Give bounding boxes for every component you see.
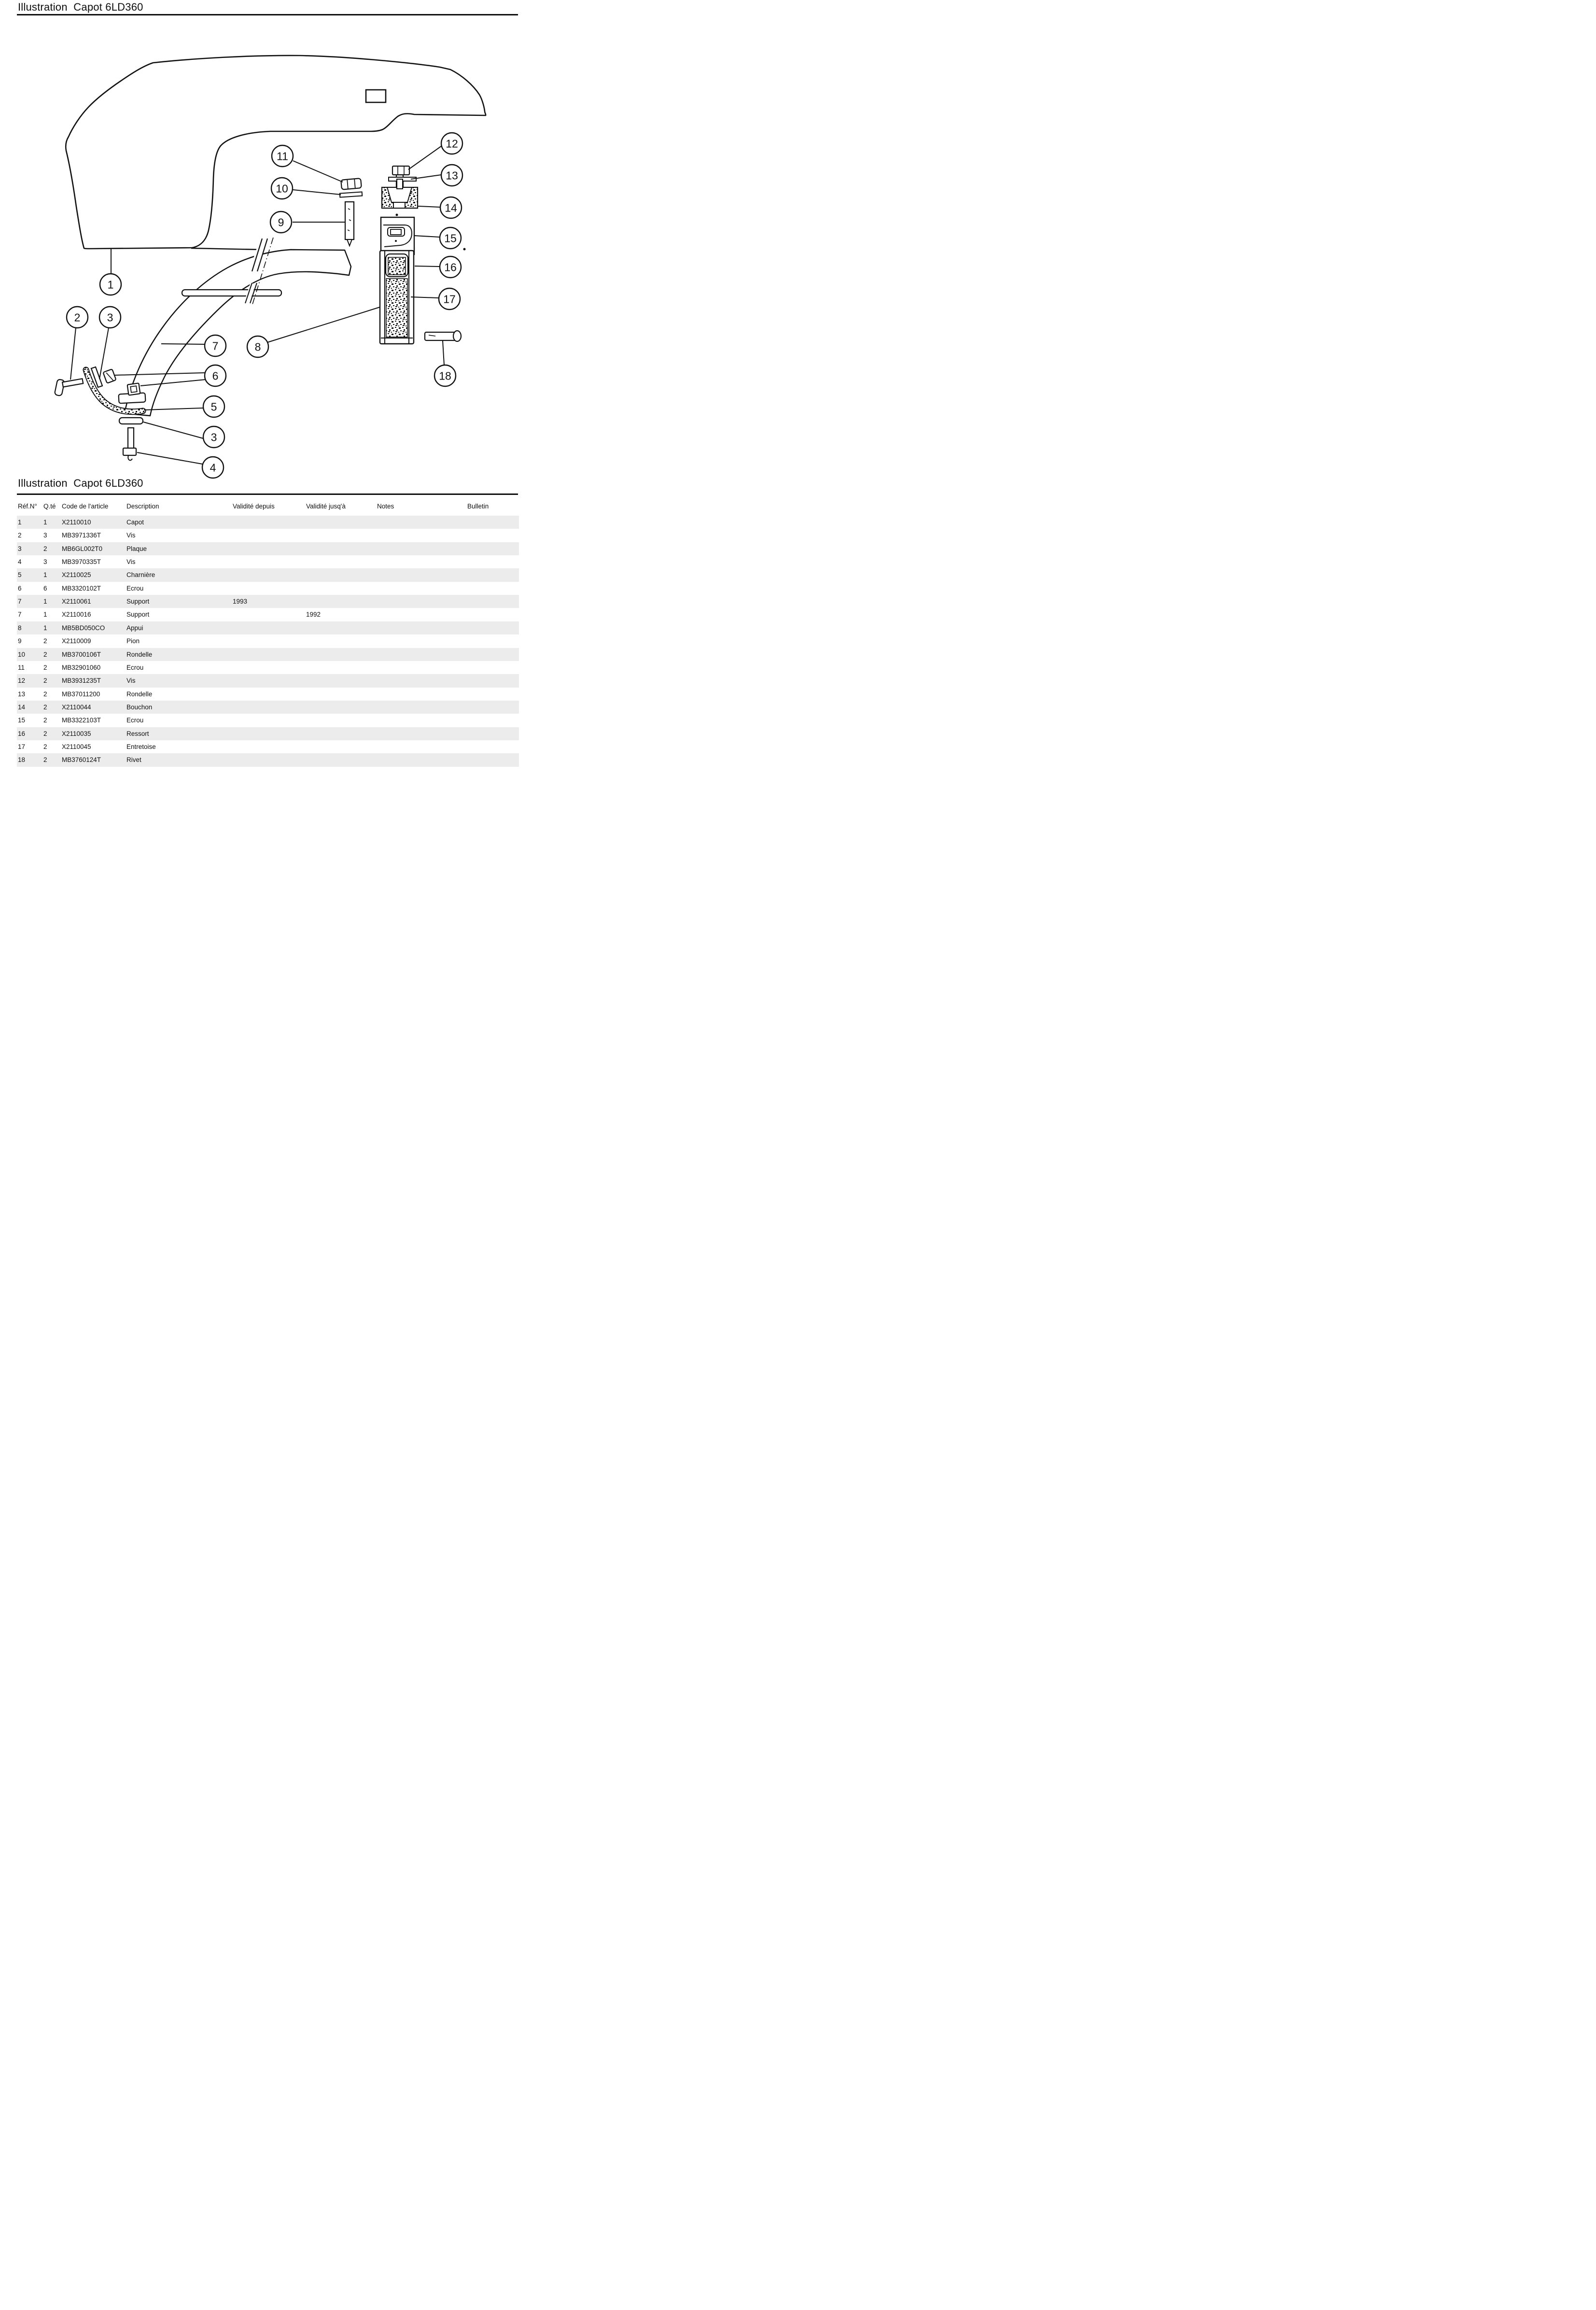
cell: 2 <box>43 663 47 671</box>
cell: X2110061 <box>62 598 91 606</box>
column-header-6: Notes <box>377 503 394 510</box>
cell: 14 <box>18 703 26 711</box>
cell: Rondelle <box>126 650 153 658</box>
svg-text:17: 17 <box>443 293 456 306</box>
cell: 1992 <box>306 611 321 619</box>
table-row <box>17 688 519 701</box>
svg-text:16: 16 <box>444 261 457 274</box>
callout-6 <box>205 365 226 386</box>
callout-4 <box>202 457 224 478</box>
svg-text:8: 8 <box>254 340 261 353</box>
table-row <box>17 753 519 766</box>
cell: 9 <box>18 637 22 645</box>
cell: 2 <box>43 650 47 658</box>
callout-3 <box>99 307 121 328</box>
bolt-2-shaft <box>62 379 83 387</box>
cell: 15 <box>18 717 26 724</box>
catalog-page <box>0 0 532 770</box>
hood-vent-rectangle <box>366 90 386 102</box>
table-divider <box>17 493 518 495</box>
hood-bottom-edge-line <box>191 248 263 250</box>
svg-text:11: 11 <box>277 150 288 163</box>
table-header <box>0 503 532 512</box>
cell: 8 <box>18 624 22 632</box>
column-header-5: Validité jusq'à <box>306 503 346 510</box>
table-row <box>17 595 519 608</box>
cell: 10 <box>18 650 26 658</box>
callout-2 <box>67 307 88 328</box>
svg-text:12: 12 <box>446 137 458 150</box>
callout-9 <box>270 211 292 233</box>
column-header-0: Réf.N° <box>18 503 37 510</box>
cell: X2110010 <box>62 519 91 526</box>
svg-text:15: 15 <box>444 232 457 245</box>
cell: MB3931235T <box>62 677 101 685</box>
leader-14 <box>418 206 440 207</box>
cell: X2110035 <box>62 730 91 737</box>
cell: 2 <box>43 730 47 737</box>
leader-15 <box>414 236 440 237</box>
cell: Ecrou <box>126 663 144 671</box>
table-row <box>17 661 519 674</box>
callout-7 <box>205 335 226 356</box>
cell: MB37011200 <box>62 690 100 698</box>
cell: Charnière <box>126 571 155 579</box>
cell: 1 <box>43 598 47 606</box>
callout-1 <box>100 274 121 295</box>
cell: Capot <box>126 519 144 526</box>
cell: X2110016 <box>62 611 91 619</box>
cell: 2 <box>43 690 47 698</box>
leader-12 <box>408 146 442 169</box>
period-dot-after-15 <box>463 248 466 251</box>
cell: Rivet <box>126 756 141 764</box>
leader-2 <box>70 328 76 380</box>
column-header-7: Bulletin <box>467 503 489 510</box>
callout-14 <box>440 197 462 218</box>
cell: MB3760124T <box>62 756 101 764</box>
cell: MB3970335T <box>62 558 101 566</box>
cell: 1 <box>18 519 22 526</box>
cell: Ressort <box>126 730 149 737</box>
table-row <box>17 714 519 727</box>
leader-11 <box>293 161 343 182</box>
table-row <box>17 727 519 740</box>
svg-text:18: 18 <box>439 369 451 382</box>
table-row <box>17 674 519 687</box>
cell: Ecrou <box>126 584 144 592</box>
callout-16 <box>440 256 461 278</box>
cell: 11 <box>18 663 25 671</box>
table-row <box>17 568 519 581</box>
table-row <box>17 582 519 595</box>
cell: 2 <box>43 677 47 685</box>
column-header-1: Q.té <box>43 503 56 510</box>
cell: MB6GL002T0 <box>62 545 103 552</box>
cell: 12 <box>18 677 26 685</box>
cell: MB5BD050CO <box>62 624 105 632</box>
svg-text:3: 3 <box>107 311 113 324</box>
column-header-2: Code de l'article <box>62 503 109 510</box>
column-header-4: Validité depuis <box>233 503 275 510</box>
support-arm <box>125 250 351 416</box>
cell: Vis <box>126 558 136 566</box>
cell: X2110044 <box>62 703 91 711</box>
callout-5 <box>203 396 224 417</box>
nut-11 <box>341 178 362 189</box>
svg-text:2: 2 <box>74 311 81 324</box>
callout-13 <box>441 165 462 186</box>
cell: Vis <box>126 677 136 685</box>
table-row <box>17 555 519 568</box>
cell: 1 <box>43 624 47 632</box>
washer-10 <box>340 192 362 197</box>
cell: Pion <box>126 637 140 645</box>
leader-10 <box>293 190 341 195</box>
cell: Support <box>126 598 150 606</box>
callout-17 <box>439 288 460 310</box>
cell: 2 <box>18 532 22 539</box>
table-row <box>17 529 519 542</box>
cell: 2 <box>43 717 47 724</box>
table-row <box>17 608 519 621</box>
long-rod <box>182 290 281 296</box>
page-title-bottom: Illustration Capot 6LD360 <box>18 477 143 489</box>
cell: 2 <box>43 703 47 711</box>
svg-text:6: 6 <box>212 369 219 382</box>
cell: 1 <box>43 519 47 526</box>
cell: 6 <box>18 584 22 592</box>
svg-text:7: 7 <box>212 339 219 352</box>
cell: 1 <box>43 611 47 619</box>
leader-17 <box>411 297 439 298</box>
cell: 2 <box>43 743 47 750</box>
cell: X2110025 <box>62 571 91 579</box>
rivet-18 <box>425 331 461 341</box>
bracket-15 <box>381 217 414 254</box>
svg-text:13: 13 <box>446 169 458 182</box>
table-row <box>17 701 519 714</box>
rubber-plug-14 <box>382 179 418 208</box>
cell: 7 <box>18 611 22 619</box>
callout-3 <box>203 426 224 448</box>
table-row <box>17 542 519 555</box>
leader-8 <box>267 307 380 342</box>
exploded-view-diagram <box>0 0 532 497</box>
cell: 16 <box>18 730 26 737</box>
table-row <box>17 634 519 648</box>
cell: 18 <box>18 756 26 764</box>
callout-10 <box>271 178 293 199</box>
cell: 2 <box>43 756 47 764</box>
leader-16 <box>415 266 440 267</box>
cell: 6 <box>43 584 47 592</box>
cell: Ecrou <box>126 717 144 724</box>
svg-text:3: 3 <box>210 431 217 444</box>
callout-15 <box>440 227 461 249</box>
callout-18 <box>434 365 456 386</box>
cell: Appui <box>126 624 143 632</box>
cell: 1 <box>43 571 47 579</box>
cell: MB3322103T <box>62 717 101 724</box>
svg-text:5: 5 <box>210 400 217 413</box>
cell: MB3971336T <box>62 532 101 539</box>
cell: 5 <box>18 571 22 579</box>
rod-3 <box>119 418 143 424</box>
cell: Vis <box>126 532 136 539</box>
cell: X2110045 <box>62 743 91 750</box>
cell: 7 <box>18 598 22 606</box>
callout-8 <box>247 336 268 357</box>
cell: 2 <box>43 545 47 552</box>
pin-4 <box>123 428 136 460</box>
cell: MB3320102T <box>62 584 101 592</box>
cell: Support <box>126 611 150 619</box>
page-title-top: Illustration Capot 6LD360 <box>18 1 143 13</box>
column-header-3: Description <box>126 503 159 510</box>
svg-text:10: 10 <box>276 182 288 195</box>
svg-text:1: 1 <box>107 278 114 291</box>
callout-11 <box>272 145 293 167</box>
table-row <box>17 516 519 529</box>
leader-4 <box>137 452 202 464</box>
callout-12 <box>441 133 462 154</box>
table-row <box>17 648 519 661</box>
table-row <box>17 621 519 634</box>
cell: Rondelle <box>126 690 153 698</box>
cell: 3 <box>18 545 22 552</box>
cell: 13 <box>18 690 26 698</box>
table-row <box>17 740 519 753</box>
leader-3b <box>143 422 203 438</box>
cell: 4 <box>18 558 22 566</box>
cell: 3 <box>43 532 47 539</box>
svg-text:9: 9 <box>278 216 284 229</box>
cell: Bouchon <box>126 703 153 711</box>
pin-9-pion <box>345 202 354 246</box>
cell: Entretoise <box>126 743 156 750</box>
svg-text:4: 4 <box>210 461 216 474</box>
cell: Plaque <box>126 545 147 552</box>
cell: 3 <box>43 558 47 566</box>
svg-text:14: 14 <box>445 201 457 214</box>
cell: 1993 <box>233 598 248 606</box>
leader-18 <box>443 341 444 365</box>
cell: X2110009 <box>62 637 91 645</box>
alignment-dot <box>396 214 398 216</box>
square-nut-6b-hole <box>130 386 137 393</box>
cell: 17 <box>18 743 26 750</box>
cell: MB3700106T <box>62 650 101 658</box>
spring-housing-8-16-17 <box>380 251 414 344</box>
cell: 2 <box>43 637 47 645</box>
cell: MB32901060 <box>62 663 101 671</box>
leader-5 <box>144 408 203 410</box>
